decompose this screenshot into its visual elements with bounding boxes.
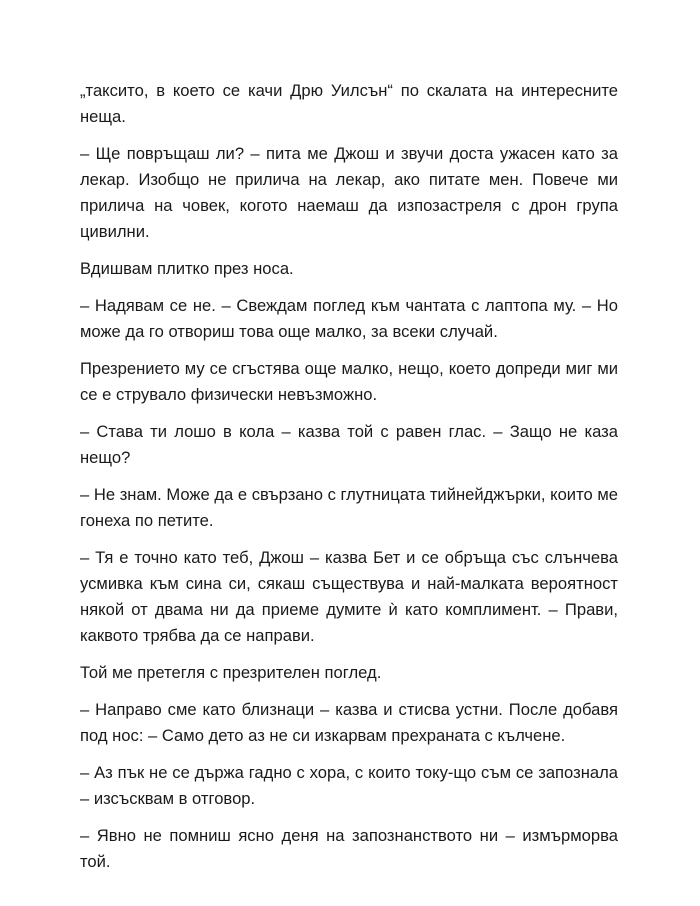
paragraph: Презрението му се сгъстява още малко, нещо, което допреди миг ми се е струвало физически невъзможно. [80, 359, 618, 404]
paragraph: – Става ти лошо в кола – казва той с равен глас. – Защо не каза нещо? [80, 422, 618, 467]
paragraph: – Надявам се не. – Свеждам поглед към чантата с лаптопа му. – Но може да го отвориш това още малко, за всеки случай. [80, 296, 618, 341]
paragraph: – Ще повръщаш ли? – пита ме Джош и звучи доста ужасен като за лекар. Изобщо не прилича на лекар, ако питате мен. Повече ми прилича на човек, когото наемаш да изпозастреля с дрон група цивилни. [80, 144, 618, 241]
paragraph: – Явно не помниш ясно деня на запознанството ни – измърморва той. [80, 826, 618, 871]
paragraph: – Не знам. Може да е свързано с глутницата тийнейджърки, които ме гонеха по петите. [80, 485, 618, 530]
paragraph: „таксито, в което се качи Дрю Уилсън“ по скалата на интересните неща. [80, 81, 618, 126]
paragraph: – Тя е точно като теб, Джош – казва Бет и се обръща със слънчева усмивка към сина си, сякаш съществува и най-малката вероятност някой от двама ни да приеме думите ѝ като комплимент. – Прави, каквото трябва да се направи. [80, 548, 618, 645]
text-body [80, 78, 618, 886]
paragraph: – Аз пък не се държа гадно с хора, с които току-що съм се запознала – изсъсквам в отговор. [80, 763, 618, 808]
paragraph: Вдишвам плитко през носа. [80, 259, 294, 278]
paragraph: Той ме претегля с презрителен поглед. [80, 663, 382, 682]
paragraph: – Направо сме като близнаци – казва и стисва устни. После добавя под нос: – Само дето аз не си изкарвам прехраната с кълчене. [80, 700, 618, 745]
